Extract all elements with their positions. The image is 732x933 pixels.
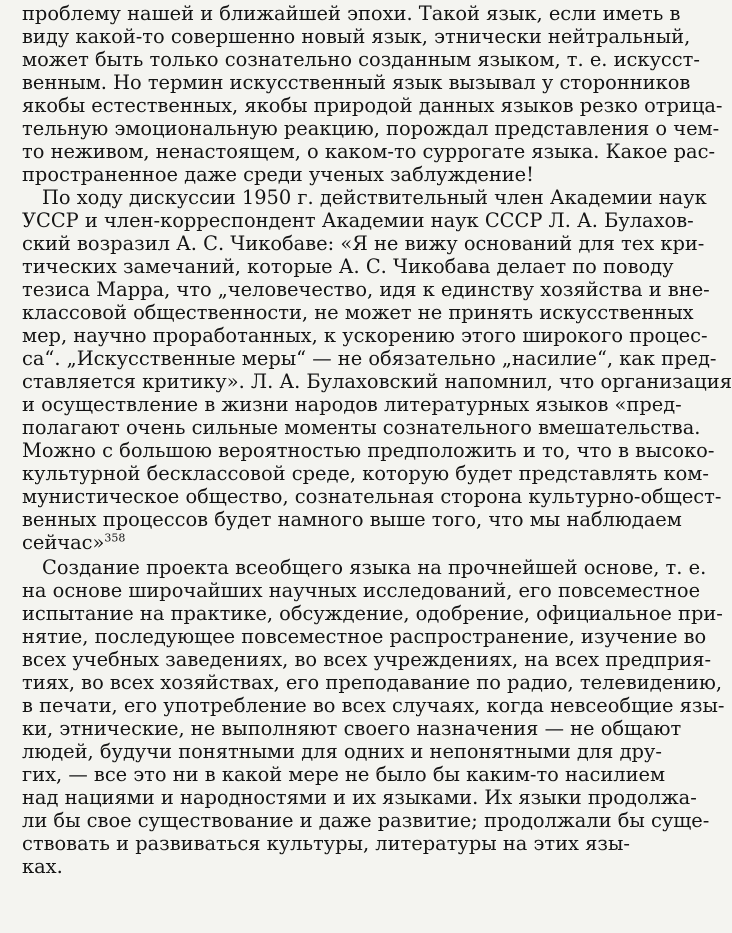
- text-line: нятие, последующее повсеместное распространение, изучение во: [22, 625, 707, 648]
- text-line: тических замечаний, которые А. С. Чикобава делает по поводу: [22, 255, 674, 278]
- text-line: гих, — все это ни в какой мере не было бы каким-то насилием: [22, 763, 666, 786]
- text-line: якобы естественных, якобы природой данных языков резко отрица-: [22, 94, 723, 117]
- text-line: венных процессов будет намного выше того, что мы наблюдаем: [22, 508, 682, 531]
- text-line: [22, 531, 125, 554]
- paragraph-first-line: По ходу дискуссии 1950 г. действительный член Академии наук: [42, 186, 707, 209]
- text-line-content: сейчас»: [22, 531, 105, 554]
- text-line: над нациями и народностями и их языками. Их языки продолжа-: [22, 786, 697, 809]
- text-line: ли бы свое существование и даже развитие; продолжали бы суще-: [22, 809, 710, 832]
- text-line: ках.: [22, 855, 63, 878]
- text-line: ставляется критику». Л. А. Булаховский напомнил, что организация: [22, 370, 732, 393]
- text-line: и осуществление в жизни народов литературных языков «пред-: [22, 393, 682, 416]
- text-line: пространенное даже среди ученых заблуждение!: [22, 163, 534, 186]
- text-line: тельную эмоциональную реакцию, порождал представления о чем-: [22, 117, 720, 140]
- text-line: людей, будучи понятными для одних и непонятными для дру-: [22, 740, 662, 763]
- text-line: классовой общественности, не может не принять искусственных: [22, 301, 694, 324]
- text-line: проблему нашей и ближайшей эпохи. Такой язык, если иметь в: [22, 2, 681, 25]
- text-line: венным. Но термин искусственный язык вызывал у сторонников: [22, 71, 691, 94]
- text-line: Можно с большою вероятностью предположить и то, что в высоко-: [22, 439, 715, 462]
- text-line: ствовать и развиваться культуры, литературы на этих язы-: [22, 832, 630, 855]
- text-line: на основе широчайших научных исследований, его повсеместное: [22, 579, 701, 602]
- text-line: всех учебных заведениях, во всех учреждениях, на всех предприя-: [22, 648, 712, 671]
- text-line: мер, научно проработанных, к ускорению этого широкого процес-: [22, 324, 708, 347]
- text-line: в печати, его употребление во всех случаях, когда невсеобщие язы-: [22, 694, 725, 717]
- paragraph-first-line: Создание проекта всеобщего языка на прочнейшей основе, т. е.: [42, 556, 707, 579]
- text-line: полагают очень сильные моменты сознательного вмешательства.: [22, 416, 701, 439]
- text-line: культурной бесклассовой среде, которую будет представлять ком-: [22, 462, 709, 485]
- text-line: мунистическое общество, сознательная сторона культурно-общест-: [22, 485, 722, 508]
- text-line: са“. „Искусственные меры“ — не обязательно „насилие“, как пред-: [22, 347, 717, 370]
- text-line: ки, этнические, не выполняют своего назначения — не общают: [22, 717, 682, 740]
- text-line: УССР и член-корреспондент Академии наук СССР Л. А. Булахов-: [22, 209, 694, 232]
- text-line: может быть только сознательно созданным языком, т. е. искусст-: [22, 48, 700, 71]
- footnote-ref: 358: [104, 531, 126, 545]
- text-line: то неживом, ненастоящем, о каком-то суррогате языка. Какое рас-: [22, 140, 716, 163]
- text-line: виду какой-то совершенно новый язык, этнически нейтральный,: [22, 25, 691, 48]
- text-line: ский возразил А. С. Чикобаве: «Я не вижу оснований для тех кри-: [22, 232, 705, 255]
- text-line: тезиса Марра, что „человечество, идя к единству хозяйства и вне-: [22, 278, 710, 301]
- text-line: тиях, во всех хозяйствах, его преподавание по радио, телевидению,: [22, 671, 723, 694]
- text-line: испытание на практике, обсуждение, одобрение, официальное при-: [22, 602, 723, 625]
